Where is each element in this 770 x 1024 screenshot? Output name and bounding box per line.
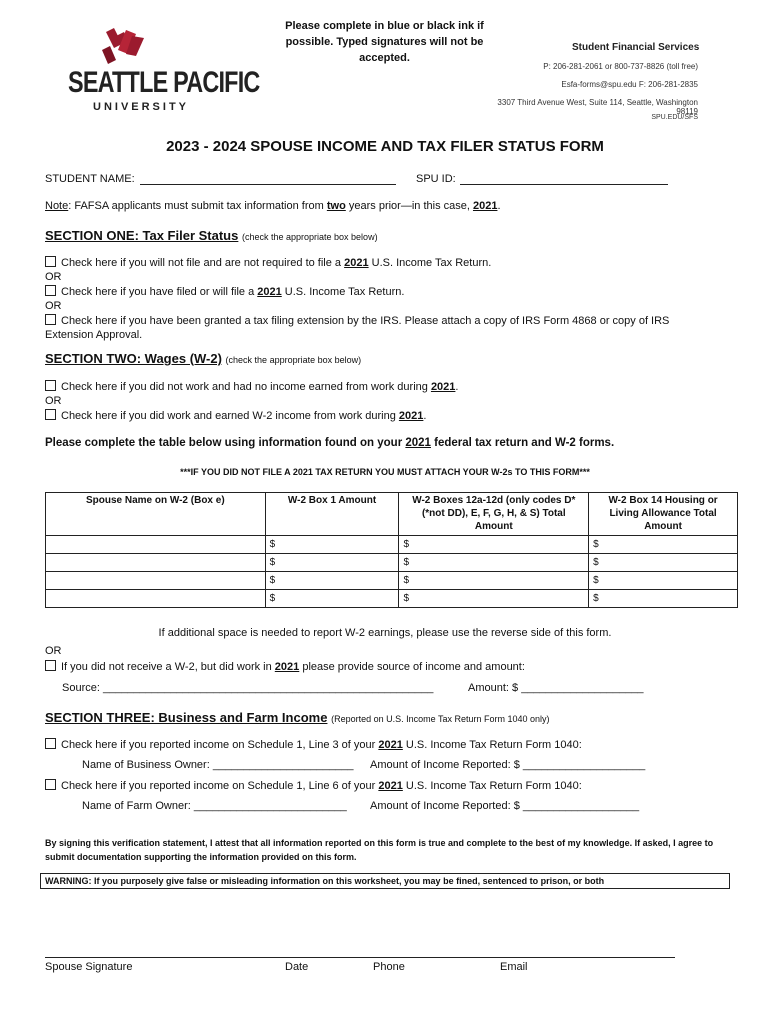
table-row <box>46 554 738 572</box>
checkbox-not-file[interactable] <box>45 256 56 267</box>
logo-mark-icon <box>96 26 176 66</box>
section-three-option-2 <box>45 779 582 792</box>
col-spouse-name: Spouse Name on W-2 (Box e) <box>46 493 266 536</box>
col-box1: W-2 Box 1 Amount <box>265 493 399 536</box>
option-text: If you did not receive a W-2, but did work in <box>61 661 275 673</box>
phone-label: Phone <box>373 961 405 973</box>
checkbox-extension[interactable] <box>45 314 56 325</box>
section-two-note: (check the appropriate box below) <box>225 355 362 365</box>
spouse-signature-label: Spouse Signature <box>45 961 133 973</box>
business-owner-field[interactable]: Name of Business Owner: _______________________ <box>82 759 354 771</box>
note-label: Note <box>45 200 69 212</box>
option-year: 2021 <box>274 661 300 673</box>
spu-id-label: SPU ID: <box>416 173 456 185</box>
option-text: U.S. Income Tax Return Form 1040: <box>402 739 582 751</box>
logo-subtitle: UNIVERSITY <box>93 101 190 113</box>
form-title: 2023 - 2024 SPOUSE INCOME AND TAX FILER STATUS FORM <box>166 138 604 155</box>
option-text: Check here if you reported income on Schedule 1, Line 6 of your <box>61 780 379 792</box>
attestation-statement: By signing this verification statement, I attest that all information reported on this form is true and complete to the best of my knowledge. If asked, I agree to submit documentation supporting the information provided on this form. <box>45 838 714 862</box>
option-text: U.S. Income Tax Return. <box>368 257 492 269</box>
or-separator: OR <box>45 645 62 657</box>
checkbox-did-not-work[interactable] <box>45 380 56 391</box>
option-text: U.S. Income Tax Return. <box>281 286 405 298</box>
ink-instruction: Please complete in blue or black ink if possible. Typed signatures will not be accepted. <box>285 20 484 64</box>
option-text: Check here if you will not file and are not required to file a <box>61 257 345 269</box>
box12-cell[interactable]: $ <box>399 536 589 554</box>
section-two-option-1 <box>45 380 458 393</box>
option-year: 2021 <box>378 739 403 751</box>
farm-amount-field[interactable]: Amount of Income Reported: $ ___________________ <box>370 800 640 812</box>
col-box14: W-2 Box 14 Housing or Living Allowance Total Amount <box>589 493 738 536</box>
section-one-option-3 <box>45 314 735 327</box>
option-year: 2021 <box>430 381 456 393</box>
checkbox-filed[interactable] <box>45 285 56 296</box>
section-two-option-2 <box>45 409 426 422</box>
warning-box: WARNING: If you purposely give false or misleading information on this worksheet, you may be fined, sentenced to prison, or both <box>40 873 730 889</box>
section-three-heading <box>45 710 550 725</box>
amount-field[interactable]: Amount: $ ____________________ <box>468 682 644 694</box>
table-row <box>46 590 738 608</box>
checkbox-did-work[interactable] <box>45 409 56 420</box>
section-one-option-2 <box>45 285 404 298</box>
option-text: Check here if you did work and earned W-2 income from work during <box>61 410 399 422</box>
section-two-heading <box>45 351 361 366</box>
box14-cell[interactable]: $ <box>589 590 738 608</box>
fafsa-note <box>45 200 501 212</box>
box14-cell[interactable]: $ <box>589 572 738 590</box>
box14-cell[interactable]: $ <box>589 536 738 554</box>
box12-cell[interactable]: $ <box>399 554 589 572</box>
option-year: 2021 <box>378 780 403 792</box>
date-label: Date <box>285 961 309 973</box>
student-name-label: STUDENT NAME: <box>45 173 135 185</box>
table-intro <box>45 437 614 449</box>
spouse-name-cell[interactable] <box>46 536 266 554</box>
signature-line[interactable] <box>45 957 675 958</box>
option-year: 2021 <box>398 410 424 422</box>
option-text: Check here if you have filed or will file a <box>61 286 258 298</box>
section-two-title: SECTION TWO: Wages (W-2) <box>45 351 222 366</box>
checkbox-business-income[interactable] <box>45 738 56 749</box>
option-text-continued: Extension Approval. <box>45 329 143 341</box>
intro-year: 2021 <box>405 437 431 449</box>
business-amount-field[interactable]: Amount of Income Reported: $ ____________________ <box>370 759 646 771</box>
checkbox-no-w2[interactable] <box>45 660 56 671</box>
note-text-2: years prior—in this case, <box>345 200 473 212</box>
spouse-name-cell[interactable] <box>46 554 266 572</box>
address-line: 3307 Third Avenue West, Suite 114, Seattle, Washington 98119 <box>497 98 698 116</box>
option-text: Check here if you reported income on Schedule 1, Line 3 of your <box>61 739 379 751</box>
no-w2-option <box>45 660 525 673</box>
intro-text: Please complete the table below using information found on your <box>45 437 406 449</box>
office-name: Student Financial Services <box>572 42 700 53</box>
phone-line: P: 206-281-2061 or 800-737-8826 (toll free) <box>543 62 698 71</box>
source-field[interactable]: Source: ______________________________________________________ <box>62 682 434 694</box>
section-one-title: SECTION ONE: Tax Filer Status <box>45 228 239 243</box>
section-one-heading <box>45 228 378 243</box>
website-line: SPU.EDU/SFS <box>651 114 698 121</box>
option-text: Check here if you did not work and had no income earned from work during <box>61 381 431 393</box>
note-two: two <box>326 200 346 212</box>
box12-cell[interactable]: $ <box>399 590 589 608</box>
or-separator: OR <box>45 271 62 283</box>
box1-cell[interactable]: $ <box>265 554 399 572</box>
note-year: 2021 <box>472 200 498 212</box>
section-three-option-1 <box>45 738 582 751</box>
or-separator: OR <box>45 395 62 407</box>
note-text-1: : FAFSA applicants must submit tax information from <box>68 200 327 212</box>
farm-owner-field[interactable]: Name of Farm Owner: _________________________ <box>82 800 347 812</box>
option-text: Check here if you have been granted a tax filing extension by the IRS. Please attach a copy of IRS Form 4868 or copy of IRS <box>61 315 670 327</box>
checkbox-farm-income[interactable] <box>45 779 56 790</box>
option-text: please provide source of income and amount: <box>299 661 525 673</box>
section-three-note: (Reported on U.S. Income Tax Return Form 1040 only) <box>331 714 550 724</box>
box14-cell[interactable]: $ <box>589 554 738 572</box>
spu-id-field[interactable] <box>460 184 668 185</box>
attach-w2-note: ***IF YOU DID NOT FILE A 2021 TAX RETURN YOU MUST ATTACH YOUR W-2s TO THIS FORM*** <box>180 467 590 477</box>
box12-cell[interactable]: $ <box>399 572 589 590</box>
option-text: . <box>423 410 427 422</box>
option-year: 2021 <box>344 257 369 269</box>
logo-name: SEATTLE PACIFIC <box>68 66 260 99</box>
email-label: Email <box>500 961 528 973</box>
box1-cell[interactable]: $ <box>265 590 399 608</box>
option-text: . <box>455 381 459 393</box>
box1-cell[interactable]: $ <box>265 572 399 590</box>
spouse-name-cell[interactable] <box>46 590 266 608</box>
option-year: 2021 <box>257 286 282 298</box>
or-separator: OR <box>45 300 62 312</box>
box1-cell[interactable]: $ <box>265 536 399 554</box>
spouse-name-cell[interactable] <box>46 572 266 590</box>
section-three-title: SECTION THREE: Business and Farm Income <box>45 710 328 725</box>
table-row <box>46 572 738 590</box>
section-one-note: (check the appropriate box below) <box>241 232 378 242</box>
table-row <box>46 536 738 554</box>
reverse-side-note: If additional space is needed to report W-2 earnings, please use the reverse side of this form. <box>158 627 612 639</box>
option-text: U.S. Income Tax Return Form 1040: <box>402 780 582 792</box>
student-name-field[interactable] <box>140 184 396 185</box>
email-fax-line: Esfa-forms@spu.edu F: 206-281-2835 <box>561 80 698 89</box>
note-text-3: . <box>497 200 501 212</box>
section-one-option-1 <box>45 256 491 269</box>
col-box12: W-2 Boxes 12a-12d (only codes D* (*not DD), E, F, G, H, & S) Total Amount <box>399 493 589 536</box>
w2-table <box>45 492 738 608</box>
intro-text: federal tax return and W-2 forms. <box>430 437 615 449</box>
